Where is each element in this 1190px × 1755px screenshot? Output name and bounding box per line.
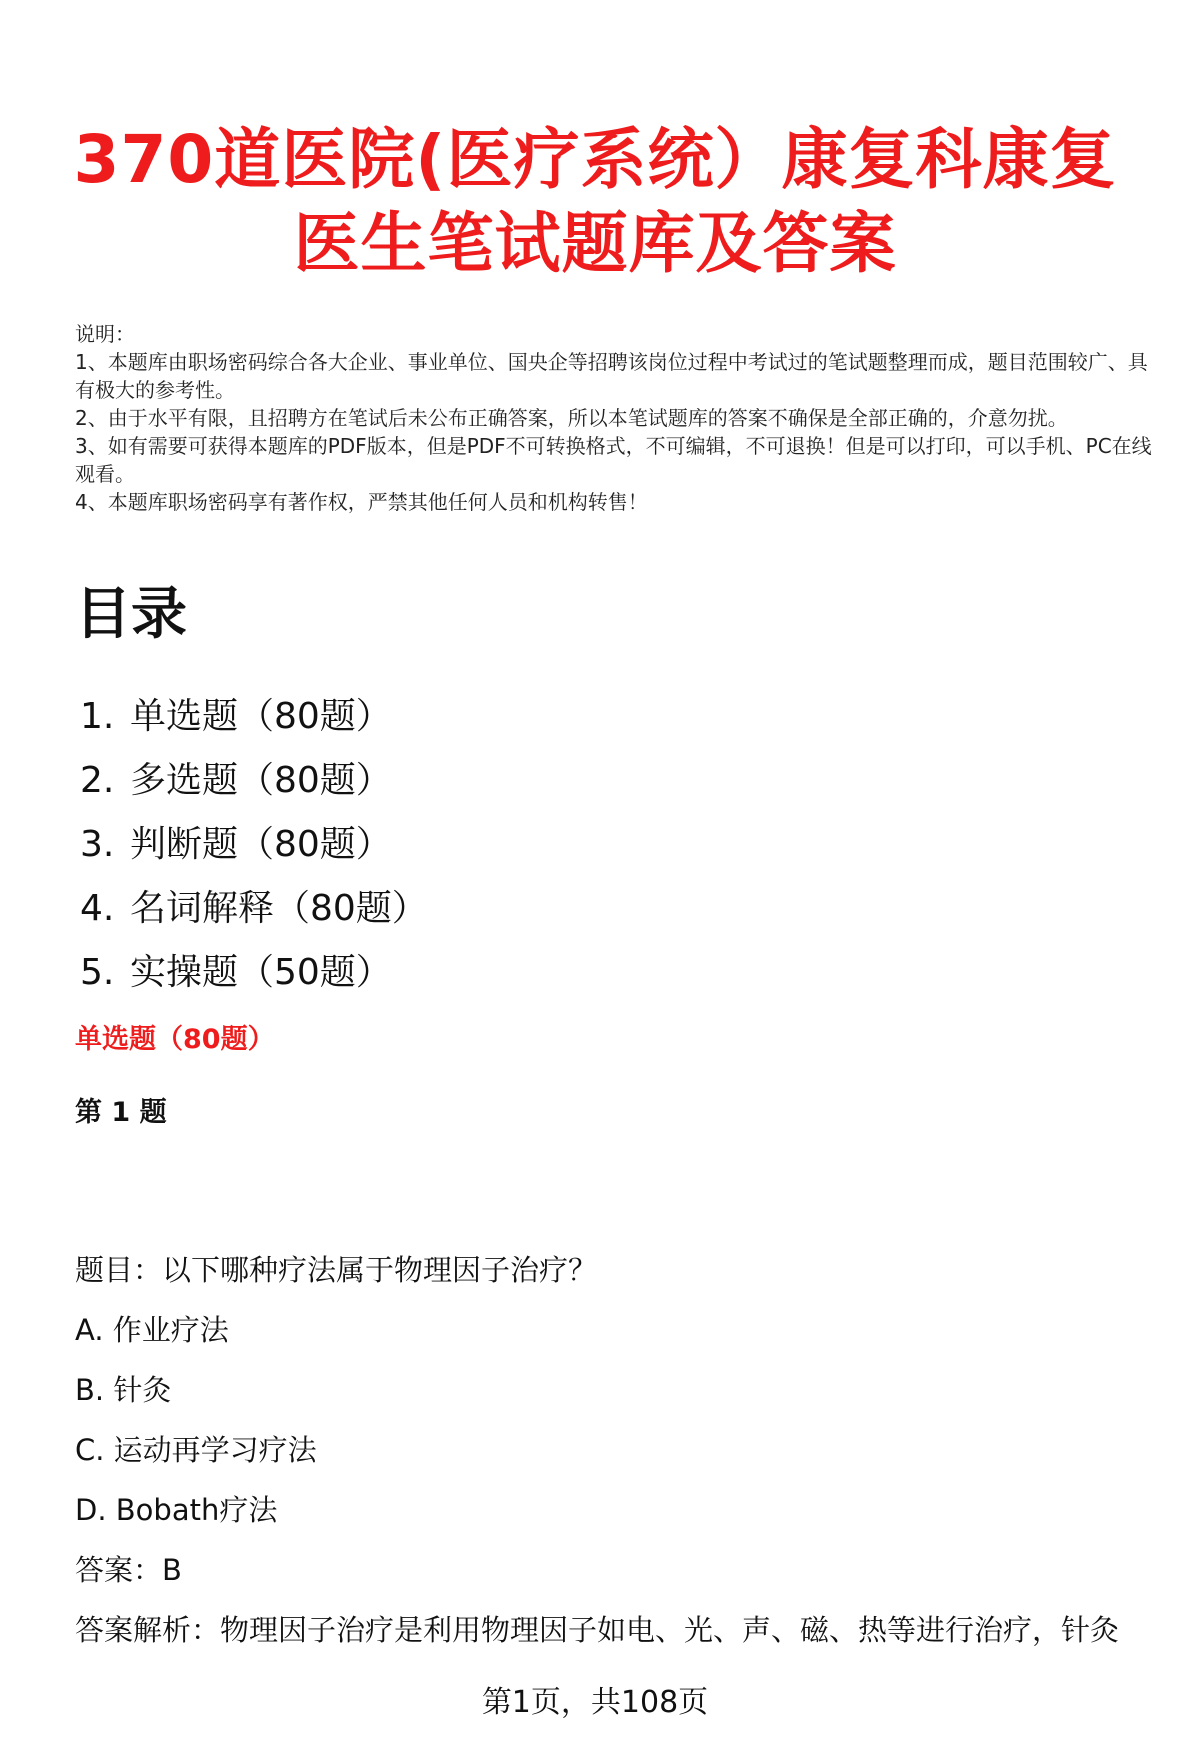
toc-item-multiple-choice[interactable] <box>80 749 428 813</box>
notes-section <box>75 320 1155 516</box>
toc-item-label: 实操题（50题） <box>130 952 392 993</box>
question-block <box>75 1240 1165 1660</box>
toc-item-terms[interactable] <box>80 877 428 941</box>
toc-item-number: 1. <box>80 696 115 737</box>
toc-item-single-choice[interactable] <box>80 685 428 749</box>
toc-item-label: 单选题（80题） <box>130 696 392 737</box>
toc-heading: 目录 <box>75 582 187 647</box>
note-item-1: 1、本题库由职场密码综合各大企业、事业单位、国央企等招聘该岗位过程中考试过的笔试题整理而成，题目范围较广、具有极大的参考性。 <box>75 350 1148 402</box>
toc-item-number: 2. <box>80 760 115 801</box>
toc-item-true-false[interactable] <box>80 813 428 877</box>
title-line-1: 370道医院(医疗系统）康复科康复 <box>73 121 1117 198</box>
notes-heading: 说明： <box>75 322 135 346</box>
answer-explanation: 答案解析：物理因子治疗是利用物理因子如电、光、声、磁、热等进行治疗，针灸 <box>75 1613 1120 1647</box>
note-item-2: 2、由于水平有限，且招聘方在笔试后未公布正确答案，所以本笔试题库的答案不确保是全部正确的，介意勿扰。 <box>75 406 1068 430</box>
toc-item-number: 5. <box>80 952 115 993</box>
question-number: 第 1 题 <box>75 1097 167 1128</box>
toc-item-label: 判断题（80题） <box>130 824 392 865</box>
section-heading: 单选题（80题） <box>75 1024 275 1055</box>
option-d: D. Bobath疗法 <box>75 1493 278 1527</box>
answer-line: 答案：B <box>75 1553 182 1587</box>
page-number: 第1页，共108页 <box>481 1685 709 1720</box>
toc-item-number: 3. <box>80 824 115 865</box>
title-line-2: 医生笔试题库及答案 <box>293 205 897 282</box>
question-stem: 题目：以下哪种疗法属于物理因子治疗？ <box>75 1253 598 1287</box>
toc-item-label: 名词解释（80题） <box>130 888 428 929</box>
document-title <box>60 118 1130 286</box>
toc-item-number: 4. <box>80 888 115 929</box>
note-item-4: 4、本题库职场密码享有著作权，严禁其他任何人员和机构转售！ <box>75 490 648 514</box>
option-c: C. 运动再学习疗法 <box>75 1433 317 1467</box>
option-a: A. 作业疗法 <box>75 1313 229 1347</box>
note-item-3: 3、如有需要可获得本题库的PDF版本，但是PDF不可转换格式，不可编辑，不可退换！但是可以打印，可以手机、PC在线观看。 <box>75 434 1152 486</box>
toc-item-practical[interactable] <box>80 941 428 1005</box>
table-of-contents <box>80 685 428 1005</box>
option-b: B. 针灸 <box>75 1373 172 1407</box>
toc-item-label: 多选题（80题） <box>130 760 392 801</box>
